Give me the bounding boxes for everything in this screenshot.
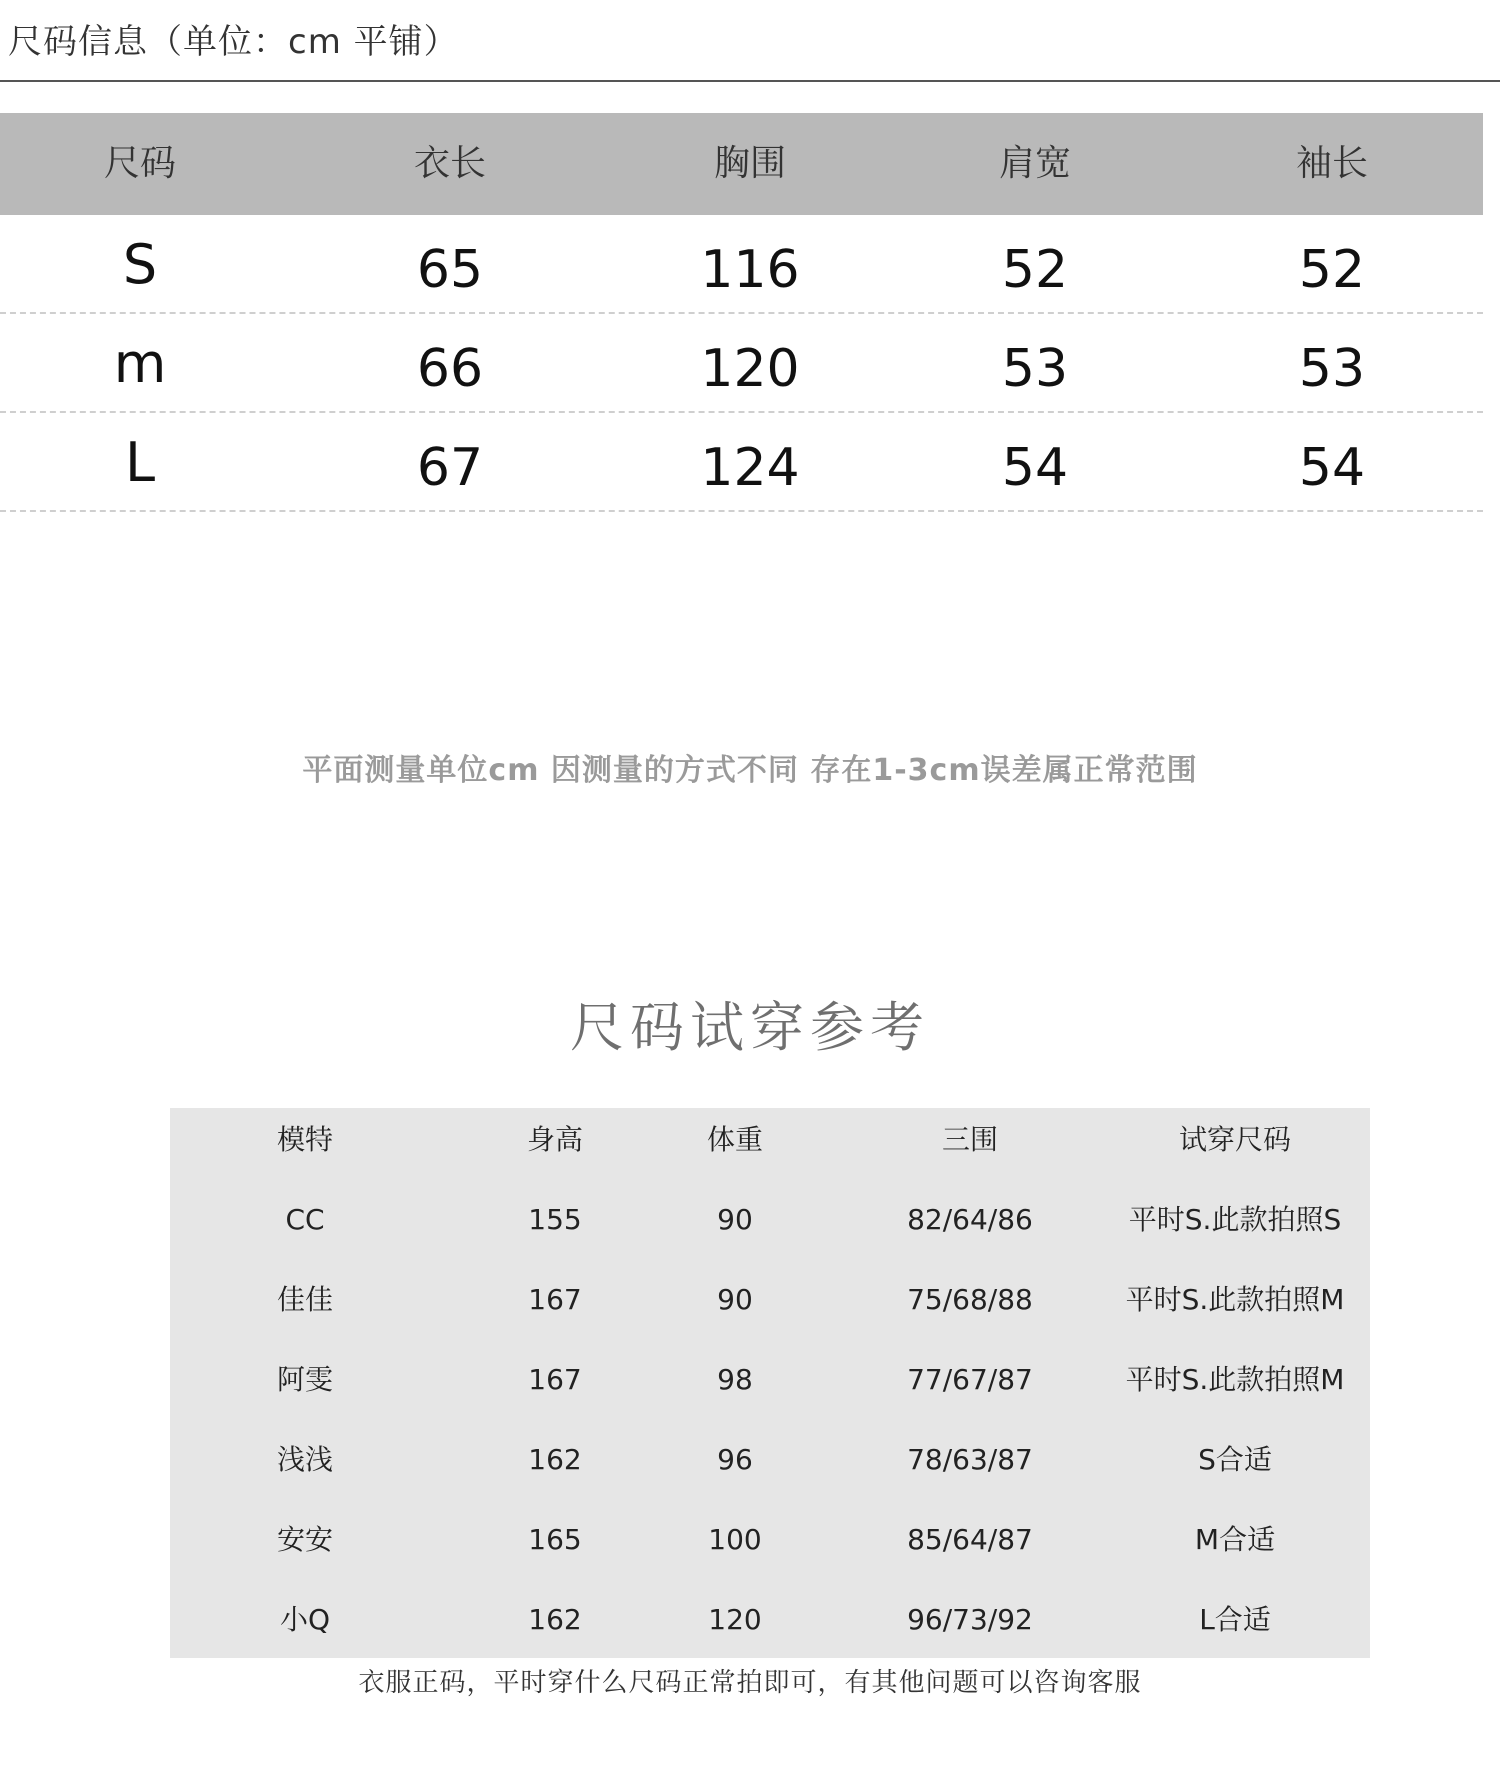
model-weight: 98 bbox=[717, 1363, 753, 1396]
header-model: 模特 bbox=[276, 1123, 333, 1156]
model-name: 佳佳 bbox=[276, 1283, 333, 1316]
model-name: CC bbox=[285, 1203, 325, 1236]
model-weight: 100 bbox=[708, 1523, 762, 1556]
header-trial-size: 试穿尺码 bbox=[1178, 1123, 1291, 1156]
model-height: 165 bbox=[528, 1523, 582, 1556]
table-row bbox=[170, 1188, 1370, 1268]
model-measurements: 96/73/92 bbox=[907, 1603, 1033, 1636]
header-weight: 体重 bbox=[706, 1123, 763, 1156]
table-row bbox=[170, 1508, 1370, 1588]
size-chest: 120 bbox=[700, 339, 800, 399]
measurement-note: 平面测量单位cm 因测量的方式不同 存在1-3cm误差属正常范围 bbox=[302, 753, 1198, 788]
table-row bbox=[170, 1348, 1370, 1428]
size-table bbox=[0, 113, 1483, 512]
table-row bbox=[170, 1268, 1370, 1348]
size-shoulder: 53 bbox=[1001, 339, 1069, 399]
size-chest: 124 bbox=[700, 438, 800, 498]
model-trial-size: 平时S.此款拍照S bbox=[1128, 1203, 1342, 1236]
model-trial-size: 平时S.此款拍照M bbox=[1125, 1363, 1345, 1396]
size-shoulder: 54 bbox=[1001, 438, 1069, 498]
model-name: 浅浅 bbox=[276, 1443, 333, 1476]
header-length: 衣长 bbox=[413, 143, 486, 184]
header-chest: 胸围 bbox=[713, 143, 786, 184]
model-height: 162 bbox=[528, 1603, 582, 1636]
size-label: m bbox=[113, 332, 167, 395]
table-row bbox=[170, 1588, 1370, 1668]
fit-table-header bbox=[170, 1108, 1370, 1188]
size-sleeve: 52 bbox=[1298, 240, 1366, 300]
model-height: 162 bbox=[528, 1443, 582, 1476]
size-length: 66 bbox=[416, 339, 484, 399]
size-table-header bbox=[0, 113, 1483, 215]
header-size: 尺码 bbox=[103, 143, 176, 184]
fit-note: 衣服正码，平时穿什么尺码正常拍即可，有其他问题可以咨询客服 bbox=[358, 1668, 1142, 1698]
header-shoulder: 肩宽 bbox=[998, 143, 1071, 184]
model-weight: 120 bbox=[708, 1603, 762, 1636]
size-label: S bbox=[122, 233, 158, 296]
table-row bbox=[170, 1428, 1370, 1508]
top-divider bbox=[0, 80, 1500, 82]
size-chest: 116 bbox=[700, 240, 800, 300]
size-length: 65 bbox=[416, 240, 484, 300]
model-name: 阿雯 bbox=[276, 1363, 333, 1396]
model-trial-size: M合适 bbox=[1194, 1523, 1276, 1556]
model-weight: 90 bbox=[717, 1283, 753, 1316]
fit-reference-title: 尺码试穿参考 bbox=[570, 996, 930, 1059]
size-length: 67 bbox=[416, 438, 484, 498]
model-name: 安安 bbox=[276, 1523, 333, 1556]
header-height: 身高 bbox=[526, 1123, 583, 1156]
model-measurements: 82/64/86 bbox=[907, 1203, 1033, 1236]
model-height: 167 bbox=[528, 1363, 582, 1396]
fit-table bbox=[170, 1108, 1370, 1658]
model-height: 167 bbox=[528, 1283, 582, 1316]
model-trial-size: L合适 bbox=[1199, 1603, 1271, 1636]
model-measurements: 85/64/87 bbox=[907, 1523, 1033, 1556]
model-weight: 90 bbox=[717, 1203, 753, 1236]
size-sleeve: 53 bbox=[1298, 339, 1366, 399]
model-trial-size: S合适 bbox=[1198, 1443, 1272, 1476]
size-info-title: 尺码信息（单位：cm 平铺） bbox=[8, 22, 459, 62]
model-weight: 96 bbox=[717, 1443, 753, 1476]
size-row bbox=[0, 413, 1483, 512]
model-measurements: 75/68/88 bbox=[907, 1283, 1033, 1316]
header-sleeve: 袖长 bbox=[1295, 143, 1368, 184]
size-label: L bbox=[124, 431, 156, 494]
size-sleeve: 54 bbox=[1298, 438, 1366, 498]
model-height: 155 bbox=[528, 1203, 582, 1236]
model-name: 小Q bbox=[279, 1603, 331, 1636]
size-shoulder: 52 bbox=[1001, 240, 1069, 300]
model-measurements: 78/63/87 bbox=[907, 1443, 1033, 1476]
model-trial-size: 平时S.此款拍照M bbox=[1125, 1283, 1345, 1316]
model-measurements: 77/67/87 bbox=[907, 1363, 1033, 1396]
size-row bbox=[0, 314, 1483, 413]
size-row bbox=[0, 215, 1483, 314]
header-measurements: 三围 bbox=[941, 1123, 998, 1156]
